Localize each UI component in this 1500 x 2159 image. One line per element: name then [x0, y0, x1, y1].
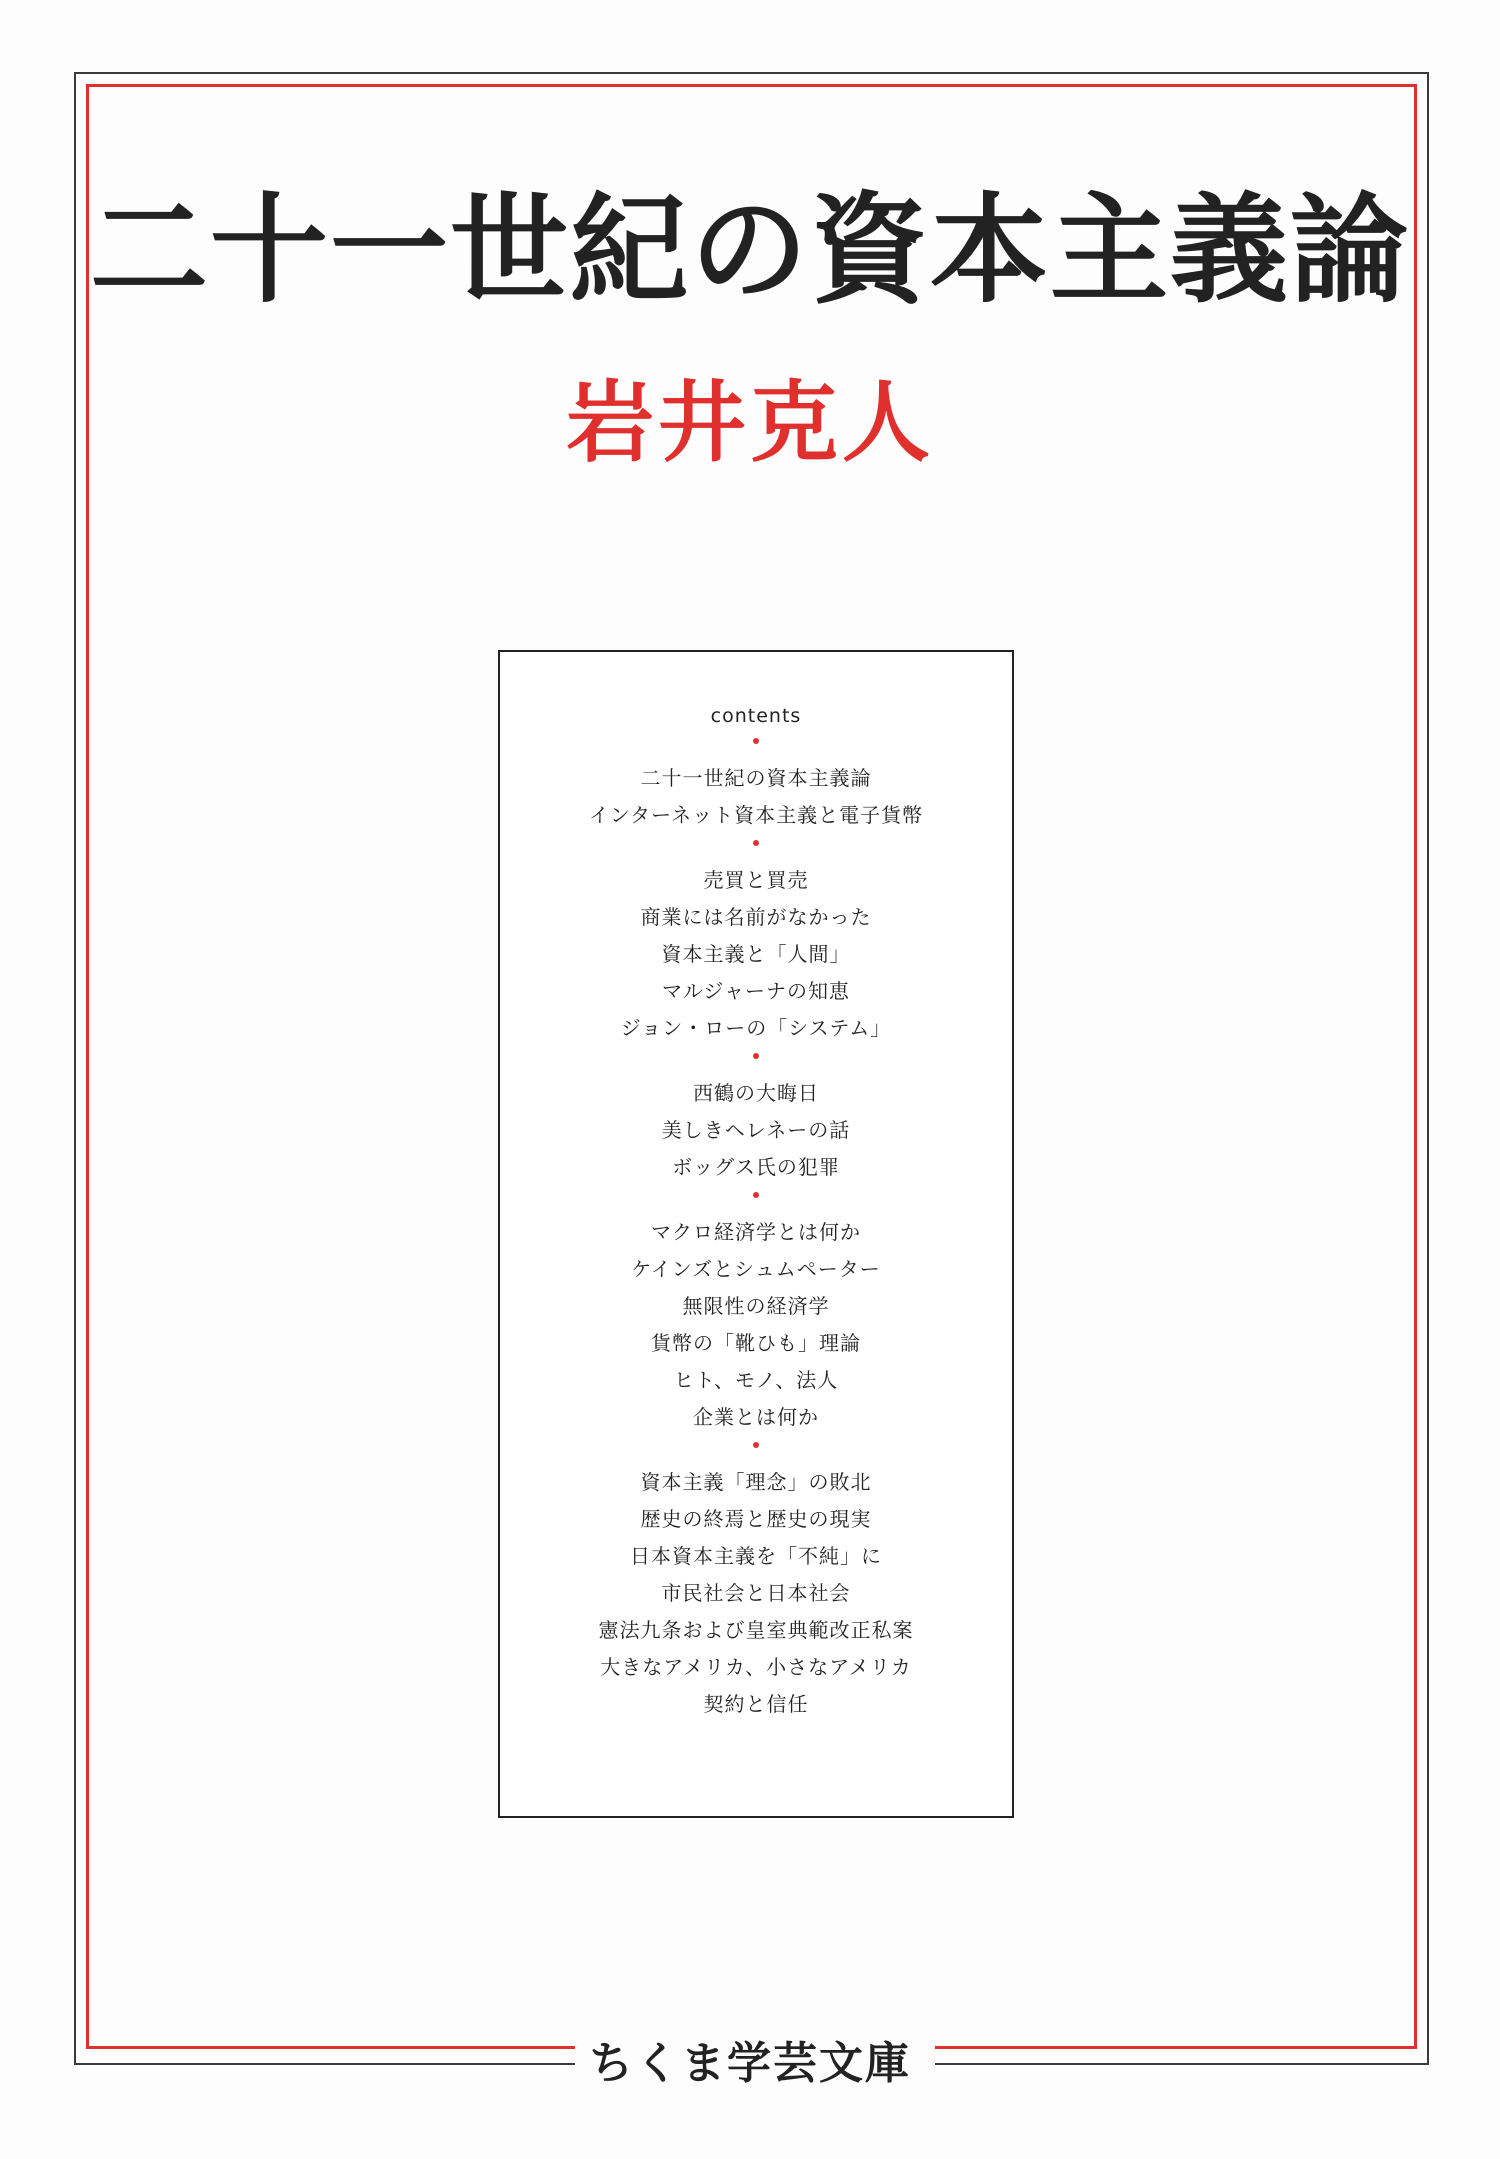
section-bullet-icon: [753, 1053, 759, 1059]
contents-item: 大きなアメリカ、小さなアメリカ: [600, 1655, 912, 1679]
contents-list: [500, 704, 1012, 1723]
contents-item: 歴史の終焉と歴史の現実: [640, 1507, 872, 1531]
contents-item: 美しきヘレネーの話: [661, 1118, 851, 1142]
contents-item: 商業には名前がなかった: [640, 905, 872, 929]
contents-item: 無限性の経済学: [682, 1294, 830, 1318]
section-bullet-icon: [753, 840, 759, 846]
contents-group-4: [500, 1214, 1012, 1436]
contents-item: 売買と買売: [703, 868, 809, 892]
publisher-imprint: ちくま学芸文庫: [589, 2038, 911, 2089]
contents-item: 企業とは何か: [693, 1405, 819, 1429]
contents-item: 憲法九条および皇室典範改正私案: [598, 1618, 914, 1642]
contents-item: ケインズとシュムペーター: [631, 1257, 881, 1281]
contents-item: ヒト、モノ、法人: [673, 1368, 839, 1392]
contents-item: ボッグス氏の犯罪: [672, 1155, 840, 1179]
contents-group-1: [500, 760, 1012, 834]
contents-item: 二十一世紀の資本主義論: [640, 766, 872, 790]
contents-group-5: [500, 1464, 1012, 1723]
contents-item: 資本主義「理念」の敗北: [640, 1470, 872, 1494]
contents-item: マルジャーナの知恵: [661, 979, 851, 1003]
contents-group-2: [500, 862, 1012, 1047]
contents-group-3: [500, 1075, 1012, 1186]
book-author: 岩井克人: [565, 370, 934, 474]
contents-item: 契約と信任: [703, 1692, 809, 1716]
section-bullet-icon: [753, 1442, 759, 1448]
contents-item: インターネット資本主義と電子貨幣: [588, 803, 924, 827]
contents-item: 貨幣の「靴ひも」理論: [651, 1331, 861, 1355]
contents-item: 西鶴の大晦日: [693, 1081, 819, 1105]
contents-item: 市民社会と日本社会: [661, 1581, 851, 1605]
book-title: 二十一世紀の資本主義論: [89, 180, 1410, 319]
section-bullet-icon: [753, 738, 759, 744]
contents-item: マクロ経済学とは何か: [651, 1220, 861, 1244]
contents-heading: contents: [710, 705, 802, 727]
contents-item: ジョン・ローの「システム」: [620, 1016, 892, 1040]
contents-item: 資本主義と「人間」: [661, 942, 851, 966]
contents-box: [498, 650, 1014, 1818]
contents-item: 日本資本主義を「不純」に: [630, 1544, 882, 1568]
section-bullet-icon: [753, 1192, 759, 1198]
